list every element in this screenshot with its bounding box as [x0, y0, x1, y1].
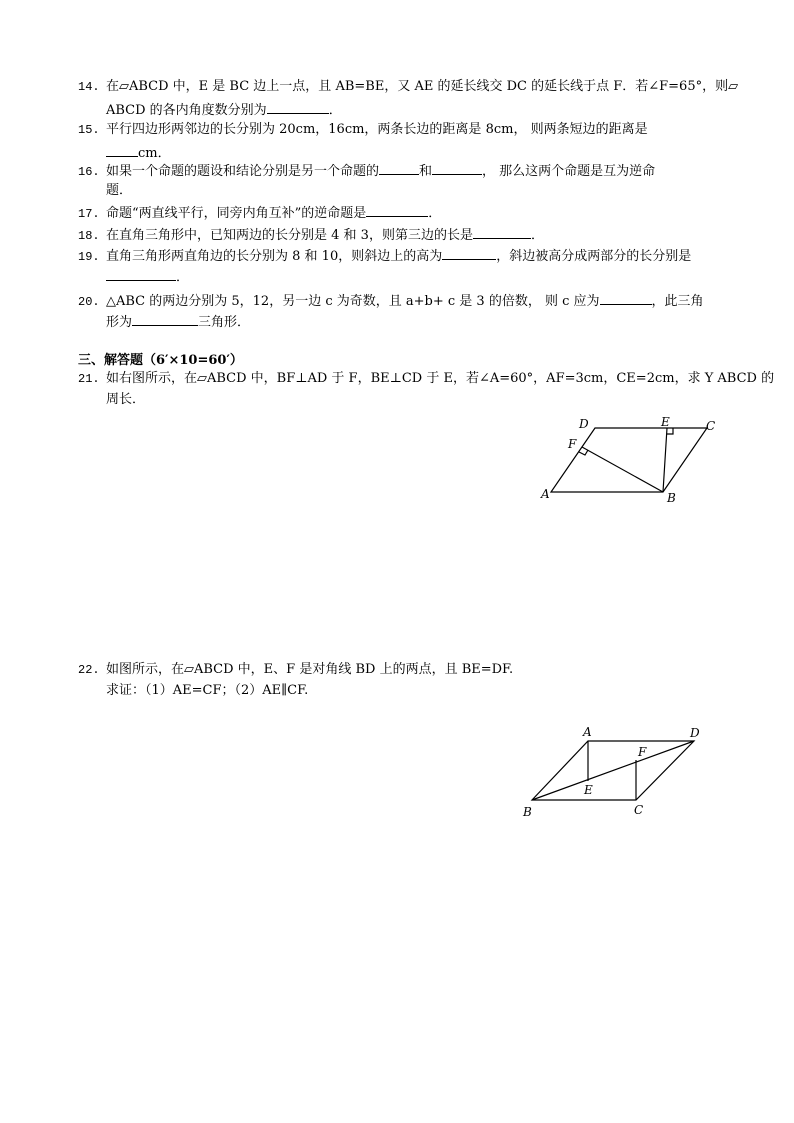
question-text: 三角形．: [198, 315, 251, 330]
label-a: A: [583, 725, 592, 739]
question-20-line2: [78, 311, 756, 332]
question-text: △ABC 的两边分别为 5，12，另一边 c 为奇数，且 a+b+ c 是 3 的倍数， 则 c 应为: [106, 294, 600, 309]
question-text: 题．: [106, 183, 133, 198]
question-16: [78, 160, 728, 182]
question-21: [78, 369, 775, 389]
question-number: 22.: [78, 663, 100, 677]
label-c: C: [634, 803, 644, 817]
question-21-line2: [78, 390, 756, 409]
label-e: E: [584, 783, 593, 797]
answer-blank[interactable]: [432, 160, 482, 175]
question-text: 命题“两直线平行，同旁内角互补”的逆命题是: [106, 206, 367, 221]
question-number: 17.: [78, 207, 100, 221]
label-d: D: [579, 417, 589, 431]
question-number: 20.: [78, 295, 100, 309]
question-number: 18.: [78, 229, 100, 243]
question-20: [78, 290, 728, 312]
question-text: ．: [328, 103, 342, 118]
diagonal-bd: [532, 741, 694, 800]
question-text: 如图所示，在▱ABCD 中，E、F 是对角线 BD 上的两点，且 BE=DF.: [106, 662, 514, 677]
question-number: 19.: [78, 250, 100, 264]
question-text: 和: [419, 164, 433, 179]
question-18: [78, 224, 728, 246]
label-d: D: [690, 726, 700, 740]
question-14-line2: [78, 99, 756, 120]
question-text: 周长．: [106, 392, 146, 407]
question-text: cm．: [138, 146, 171, 161]
answer-blank[interactable]: [106, 142, 138, 157]
figure-22-parallelogram: [515, 718, 725, 823]
question-text: ．: [530, 228, 544, 243]
answer-blank[interactable]: [267, 99, 329, 114]
question-text: 求证：（1）AE=CF；（2）AE∥CF.: [106, 683, 309, 698]
segment-bf: [582, 447, 663, 492]
question-text: ABCD 的各内角度数分别为: [106, 103, 267, 118]
section-heading: 三、解答题（6′×10=60′）: [78, 353, 243, 368]
question-19: [78, 245, 728, 267]
question-text: ．: [176, 270, 190, 285]
question-16-line2: [78, 181, 756, 200]
right-angle-mark-f: [579, 450, 588, 455]
question-text: 平行四边形两邻边的长分别为 20cm，16cm，两条长边的距离是 8cm， 则两条短边的距离是: [106, 122, 648, 137]
question-text: 在▱ABCD 中，E 是 BC 边上一点，且 AB=BE，又 AE 的延长线交 DC 的延长线于点 F．若∠F=65°，则▱: [106, 79, 739, 94]
question-text: ，此三角: [651, 294, 704, 309]
label-c: C: [706, 419, 716, 433]
question-22-line2: [78, 681, 756, 700]
question-text: ， 那么这两个命题是互为逆命: [482, 164, 656, 179]
label-f: F: [638, 745, 647, 759]
label-a: A: [541, 487, 550, 501]
question-17: [78, 202, 728, 224]
question-text: ，斜边被高分成两部分的长分别是: [496, 249, 692, 264]
question-text: 如果一个命题的题设和结论分别是另一个命题的: [106, 164, 380, 179]
question-text: 形为: [106, 315, 133, 330]
question-14: [78, 77, 739, 97]
question-number: 21.: [78, 372, 100, 386]
answer-blank[interactable]: [106, 266, 176, 281]
question-22: [78, 660, 728, 680]
answer-blank[interactable]: [132, 311, 198, 326]
question-text: 直角三角形两直角边的长分别为 8 和 10，则斜边上的高为: [106, 249, 443, 264]
answer-blank[interactable]: [366, 202, 428, 217]
question-19-line2: [78, 266, 756, 287]
question-number: 14.: [78, 80, 100, 94]
segment-be: [663, 428, 667, 492]
label-b: B: [523, 805, 532, 819]
answer-blank[interactable]: [600, 290, 652, 305]
answer-blank[interactable]: [473, 224, 531, 239]
answer-blank[interactable]: [379, 160, 419, 175]
question-text: 如右图所示，在▱ABCD 中，BF⊥AD 于 F，BE⊥CD 于 E，若∠A=60°，AF=3cm，CE=2cm，求 Y ABCD 的: [106, 371, 775, 386]
question-number: 16.: [78, 165, 100, 179]
answer-blank[interactable]: [442, 245, 496, 260]
label-b: B: [667, 491, 676, 505]
label-e: E: [661, 415, 670, 429]
label-f: F: [568, 437, 577, 451]
question-text: 在直角三角形中，已知两边的长分别是 4 和 3，则第三边的长是: [106, 228, 473, 243]
question-text: ．: [428, 206, 442, 221]
figure-21-parallelogram: [530, 410, 730, 510]
question-15: [78, 120, 728, 140]
question-number: 15.: [78, 123, 100, 137]
